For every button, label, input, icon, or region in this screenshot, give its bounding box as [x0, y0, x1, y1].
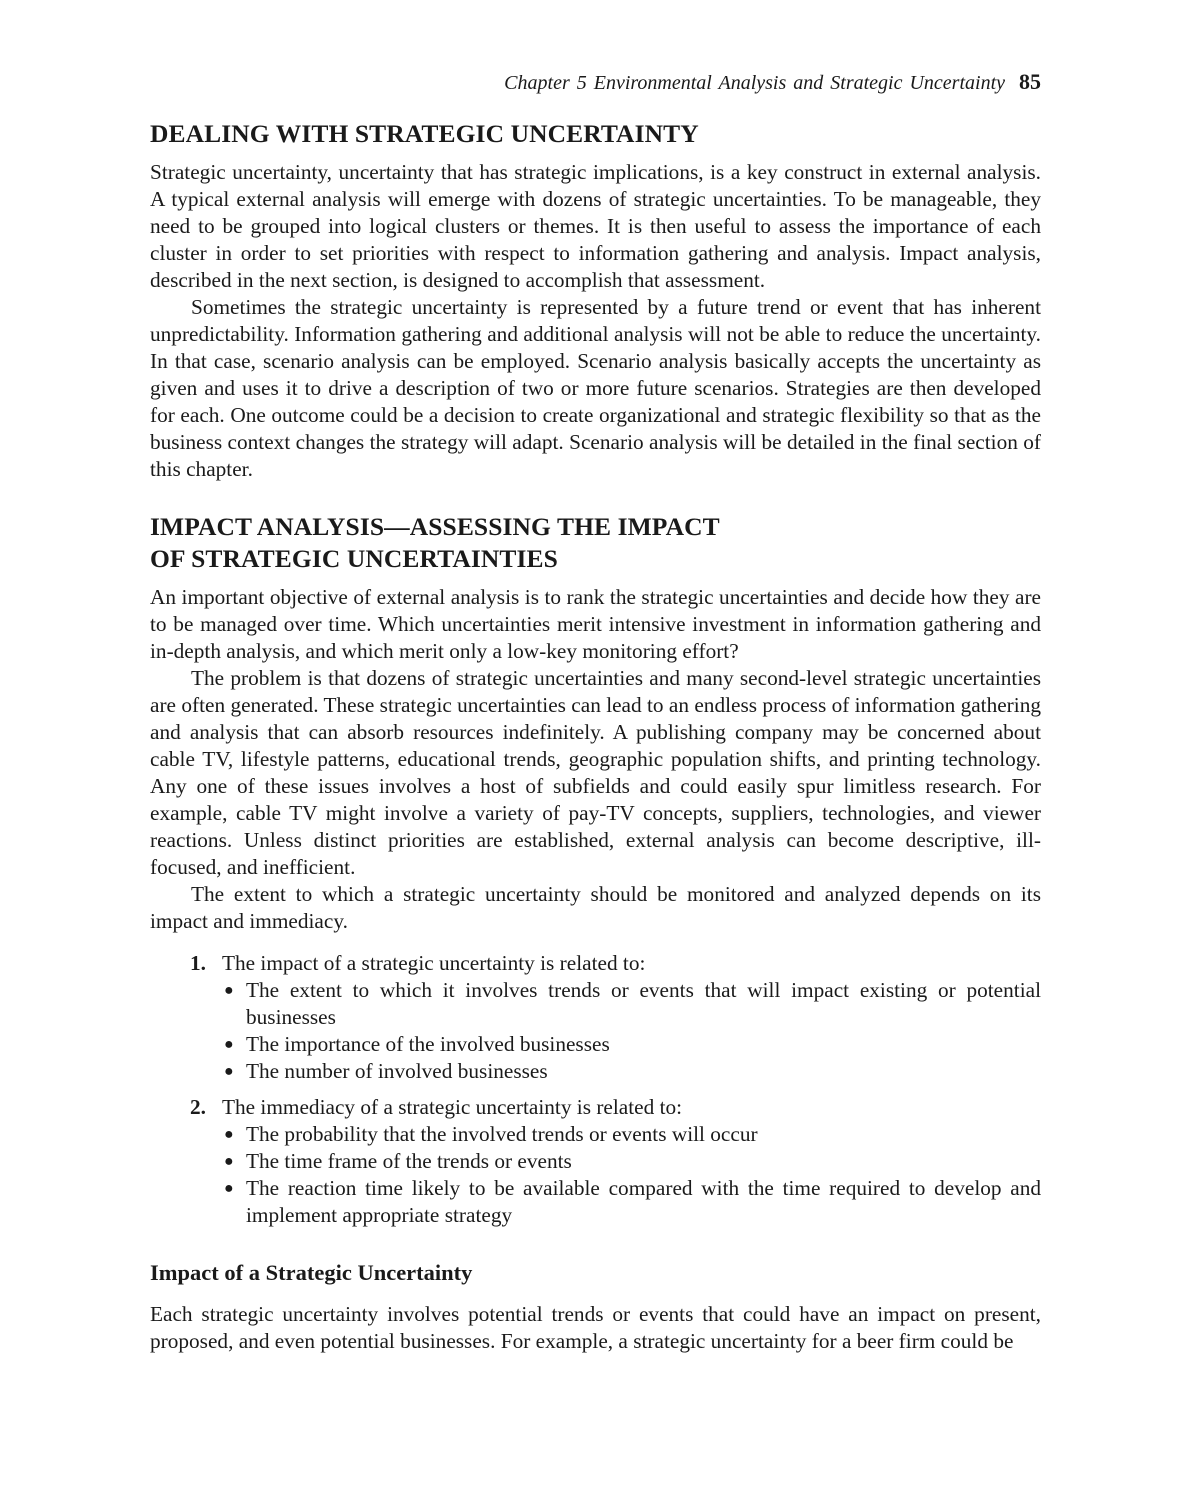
paragraph: The problem is that dozens of strategic uncertainties and many second-level strategic uncertainties are often generated. These strategic uncertainties can lead to an endless process of information gathering and analysis that can absorb resources indefinitely. A publishing company may be concerned about cable TV, lifestyle patterns, educational trends, geographic population shifts, and printing technology. Any one of these issues involves a host of subfields and could easily spur limitless research. For example, cable TV might involve a variety of pay-TV concepts, suppliers, technologies, and viewer reactions. Unless distinct priorities are established, external analysis can become descriptive, ill-focused, and inefficient. — [150, 666, 1041, 879]
bullet-item — [222, 1058, 1041, 1085]
list-number: 2. — [190, 1095, 206, 1119]
paragraph: Each strategic uncertainty involves potential trends or events that could have an impact on present, proposed, and even potential businesses. For example, a strategic uncertainty for a beer firm could be — [150, 1302, 1041, 1353]
bullet-icon: ● — [224, 1153, 234, 1170]
bullet-text: The probability that the involved trends or events will occur — [246, 1122, 758, 1146]
heading-line: IMPACT ANALYSIS—ASSESSING THE IMPACT — [150, 512, 720, 541]
list-item-text: The impact of a strategic uncertainty is related to: — [222, 951, 646, 975]
bullet-icon: ● — [224, 1180, 234, 1197]
bullet-icon: ● — [224, 1063, 234, 1080]
running-head — [150, 66, 1041, 98]
bullet-item — [222, 977, 1041, 1031]
section-heading-dealing: DEALING WITH STRATEGIC UNCERTAINTY — [150, 119, 699, 148]
section-heading-impact-analysis — [150, 511, 1041, 575]
bullet-icon: ● — [224, 982, 234, 999]
list-number: 1. — [190, 951, 206, 975]
paragraph: The extent to which a strategic uncertainty should be monitored and analyzed depends on its impact and immediacy. — [150, 882, 1041, 933]
bullet-list — [222, 977, 1041, 1085]
list-item — [150, 1094, 1041, 1229]
bullet-icon: ● — [224, 1036, 234, 1053]
bullet-text: The reaction time likely to be available compared with the time required to develop and implement appropriate strategy — [246, 1176, 1041, 1227]
paragraph: Strategic uncertainty, uncertainty that has strategic implications, is a key construct in external analysis. A typical external analysis will emerge with dozens of strategic uncertainties. To be manageable, they need to be grouped into logical clusters or themes. It is then useful to assess the importance of each cluster in order to set priorities with respect to information gathering and analysis. Impact analysis, described in the next section, is designed to accomplish that assessment. — [150, 160, 1041, 292]
page-number: 85 — [1019, 69, 1041, 94]
subsection-heading: Impact of a Strategic Uncertainty — [150, 1260, 473, 1285]
bullet-item — [222, 1121, 1041, 1148]
numbered-list — [150, 950, 1041, 1229]
paragraph: Sometimes the strategic uncertainty is represented by a future trend or event that has inherent unpredictability. Information gathering and additional analysis will not be able to reduce the uncertainty. In that case, scenario analysis can be employed. Scenario analysis basically accepts the uncertainty as given and uses it to drive a description of two or more future scenarios. Strategies are then developed for each. One outcome could be a decision to create organizational and strategic flexibility so that as the business context changes the strategy will adapt. Scenario analysis will be detailed in the final section of this chapter. — [150, 295, 1041, 481]
bullet-text: The number of involved businesses — [246, 1059, 548, 1083]
bullet-text: The extent to which it involves trends or events that will impact existing or potential businesses — [246, 978, 1041, 1029]
list-item — [150, 950, 1041, 1085]
bullet-item — [222, 1175, 1041, 1229]
book-page — [150, 66, 1041, 1355]
heading-line: OF STRATEGIC UNCERTAINTIES — [150, 544, 558, 573]
bullet-icon: ● — [224, 1126, 234, 1143]
bullet-text: The time frame of the trends or events — [246, 1149, 572, 1173]
paragraph: An important objective of external analysis is to rank the strategic uncertainties and decide how they are to be managed over time. Which uncertainties merit intensive investment in information gathering and in-depth analysis, and which merit only a low-key monitoring effort? — [150, 585, 1041, 663]
bullet-list — [222, 1121, 1041, 1229]
list-item-text: The immediacy of a strategic uncertainty is related to: — [222, 1095, 683, 1119]
bullet-item — [222, 1148, 1041, 1175]
chapter-title: Chapter 5 Environmental Analysis and Strategic Uncertainty — [504, 72, 1005, 94]
bullet-item — [222, 1031, 1041, 1058]
bullet-text: The importance of the involved businesses — [246, 1032, 610, 1056]
